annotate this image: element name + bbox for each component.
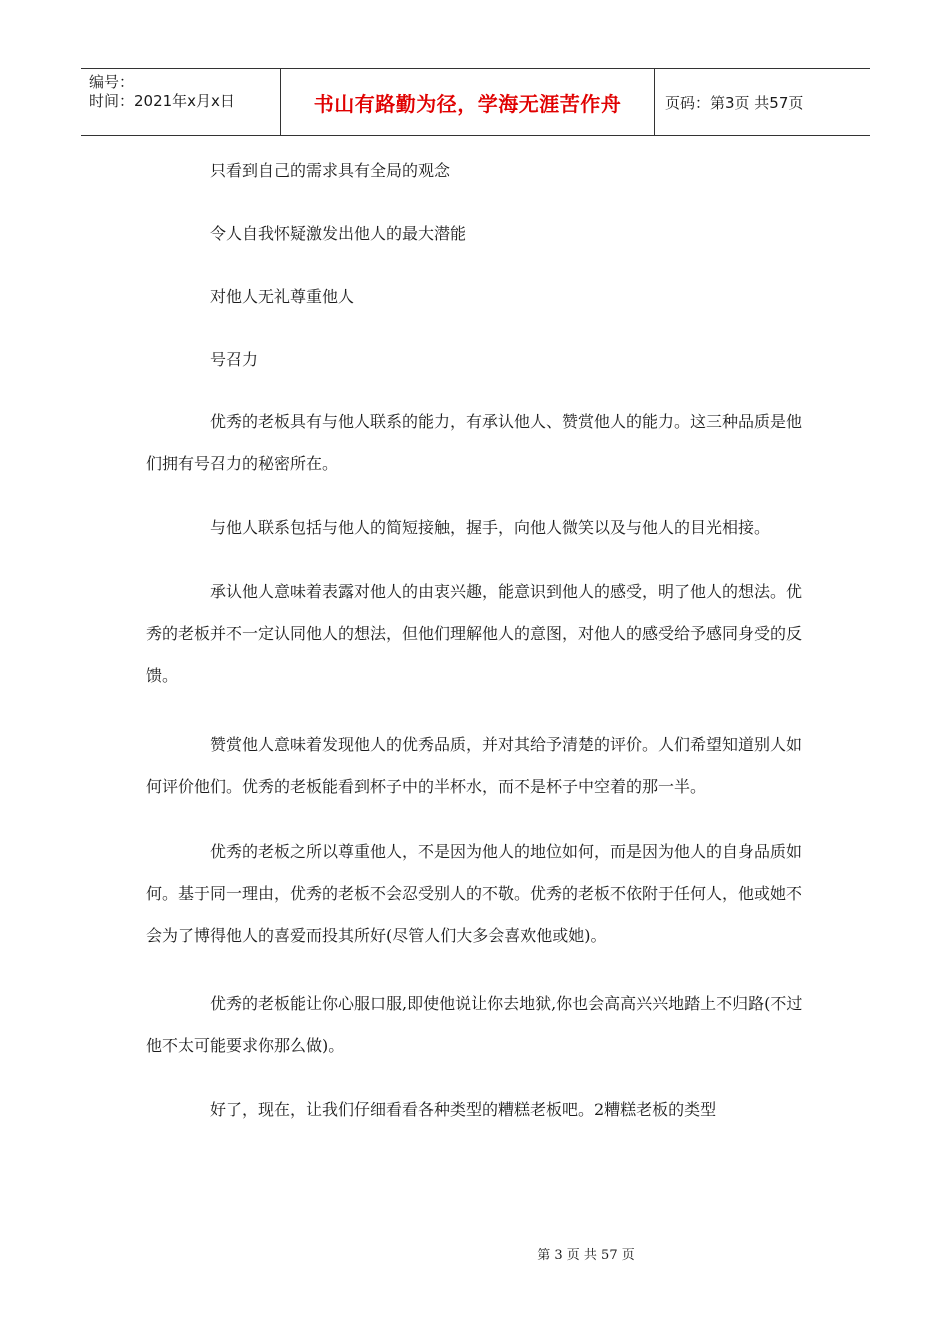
- paragraph: 优秀的老板能让你心服口服,即使他说让你去地狱,你也会高高兴兴地踏上不归路(不过他不太可能要求你那么做)。: [146, 994, 803, 1055]
- header-motto: 书山有路勤为径，学海无涯苦作舟: [281, 69, 655, 135]
- header-page-info: 页码：第3页 共57页: [665, 93, 804, 112]
- paragraph: 好了，现在，让我们仔细看看各种类型的糟糕老板吧。2糟糕老板的类型: [210, 1100, 717, 1119]
- document-date: 时间：2021年x月x日: [89, 92, 235, 110]
- paragraph: 对他人无礼尊重他人: [210, 287, 355, 306]
- header-meta: [81, 69, 281, 135]
- paragraph: 优秀的老板之所以尊重他人，不是因为他人的地位如何，而是因为他人的自身品质如何。基于同一理由，优秀的老板不会忍受别人的不敬。优秀的老板不依附于任何人，他或她不会为了博得他人的喜爱而投其所好(尽管人们大多会喜欢他或她)。: [146, 842, 803, 945]
- page-footer: 第 3 页 共 57 页: [537, 1248, 635, 1263]
- paragraph: 承认他人意味着表露对他人的由衷兴趣，能意识到他人的感受，明了他人的想法。优秀的老板并不一定认同他人的想法，但他们理解他人的意图，对他人的感受给予感同身受的反馈。: [146, 582, 803, 685]
- paragraph: 令人自我怀疑激发出他人的最大潜能: [210, 224, 467, 243]
- section-heading: 号召力: [210, 350, 259, 369]
- paragraph: 优秀的老板具有与他人联系的能力，有承认他人、赞赏他人的能力。这三种品质是他们拥有号召力的秘密所在。: [146, 412, 803, 473]
- paragraph: 与他人联系包括与他人的简短接触，握手，向他人微笑以及与他人的目光相接。: [210, 518, 771, 537]
- page-header: [81, 68, 870, 136]
- document-number-label: 编号：: [89, 73, 135, 91]
- paragraph: 只看到自己的需求具有全局的观念: [210, 161, 451, 180]
- paragraph: 赞赏他人意味着发现他人的优秀品质，并对其给予清楚的评价。人们希望知道别人如何评价他们。优秀的老板能看到杯子中的半杯水，而不是杯子中空着的那一半。: [146, 735, 803, 796]
